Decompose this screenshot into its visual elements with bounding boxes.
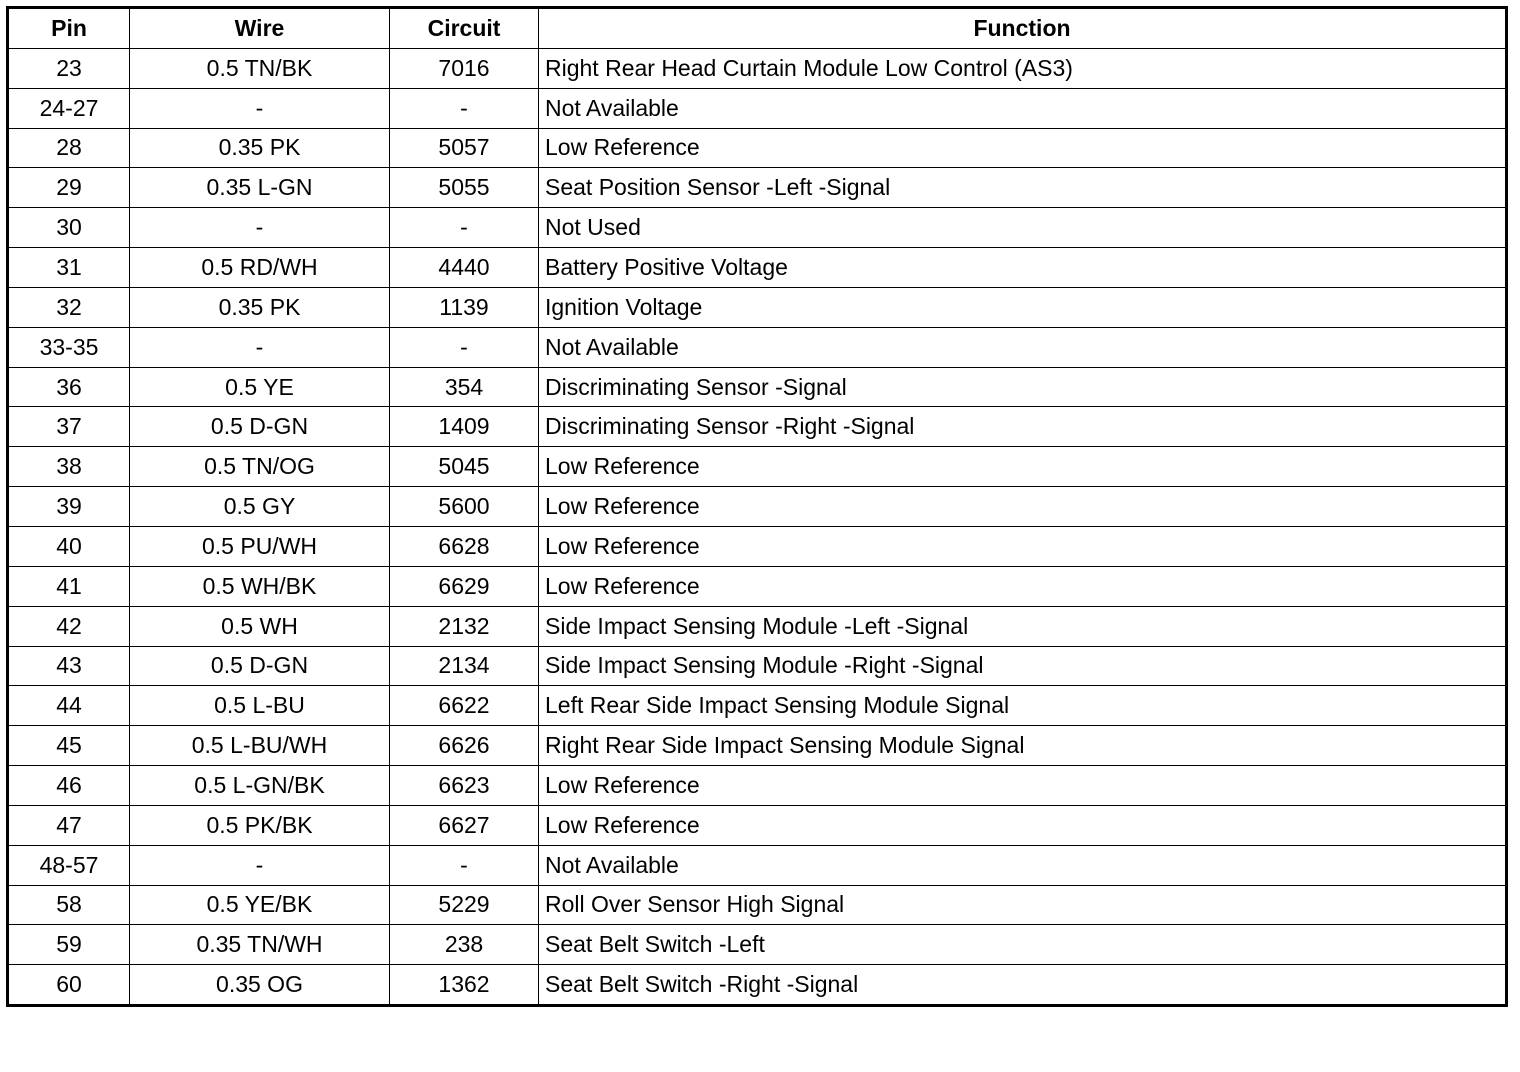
table-row [8,128,1507,168]
cell-pin: 43 [8,646,130,686]
cell-wire: 0.5 PU/WH [130,526,390,566]
cell-pin: 24-27 [8,88,130,128]
cell-circuit: - [390,327,539,367]
cell-function: Low Reference [539,566,1507,606]
cell-pin: 33-35 [8,327,130,367]
cell-pin: 44 [8,686,130,726]
cell-pin: 59 [8,925,130,965]
table-row [8,686,1507,726]
table-row [8,447,1507,487]
table-row [8,248,1507,288]
cell-wire: 0.5 YE [130,367,390,407]
cell-wire: 0.5 YE/BK [130,885,390,925]
table-body [8,48,1507,1005]
cell-wire: - [130,88,390,128]
cell-function: Low Reference [539,128,1507,168]
table-row [8,407,1507,447]
table-row [8,885,1507,925]
cell-pin: 30 [8,208,130,248]
cell-circuit: 6627 [390,805,539,845]
cell-pin: 36 [8,367,130,407]
cell-pin: 40 [8,526,130,566]
cell-function: Low Reference [539,487,1507,527]
cell-circuit: 354 [390,367,539,407]
cell-circuit: 5057 [390,128,539,168]
cell-wire: - [130,208,390,248]
cell-wire: 0.5 L-BU [130,686,390,726]
table-row [8,526,1507,566]
cell-circuit: 6629 [390,566,539,606]
cell-function: Right Rear Side Impact Sensing Module Signal [539,726,1507,766]
cell-wire: 0.5 TN/OG [130,447,390,487]
table-row [8,965,1507,1006]
cell-function: Battery Positive Voltage [539,248,1507,288]
cell-pin: 60 [8,965,130,1006]
cell-function: Discriminating Sensor -Right -Signal [539,407,1507,447]
cell-pin: 38 [8,447,130,487]
cell-pin: 29 [8,168,130,208]
cell-circuit: - [390,845,539,885]
header-wire: Wire [130,8,390,49]
table-row [8,168,1507,208]
cell-function: Seat Belt Switch -Left [539,925,1507,965]
cell-wire: 0.35 OG [130,965,390,1006]
table-row [8,606,1507,646]
cell-pin: 45 [8,726,130,766]
table-row [8,805,1507,845]
table-row [8,287,1507,327]
table-row [8,566,1507,606]
cell-circuit: 2134 [390,646,539,686]
cell-function: Right Rear Head Curtain Module Low Control (AS3) [539,48,1507,88]
cell-function: Ignition Voltage [539,287,1507,327]
table-row [8,726,1507,766]
cell-circuit: 5045 [390,447,539,487]
cell-wire: 0.5 TN/BK [130,48,390,88]
cell-circuit: 6628 [390,526,539,566]
cell-pin: 28 [8,128,130,168]
cell-function: Side Impact Sensing Module -Left -Signal [539,606,1507,646]
cell-pin: 58 [8,885,130,925]
cell-pin: 47 [8,805,130,845]
cell-function: Not Available [539,845,1507,885]
cell-pin: 37 [8,407,130,447]
cell-circuit: 2132 [390,606,539,646]
cell-circuit: - [390,208,539,248]
cell-wire: - [130,327,390,367]
cell-function: Roll Over Sensor High Signal [539,885,1507,925]
cell-circuit: 238 [390,925,539,965]
table-row [8,208,1507,248]
cell-circuit: 4440 [390,248,539,288]
cell-wire: 0.35 PK [130,128,390,168]
cell-circuit: 7016 [390,48,539,88]
cell-pin: 46 [8,766,130,806]
cell-wire: 0.35 TN/WH [130,925,390,965]
header-circuit: Circuit [390,8,539,49]
cell-wire: 0.5 WH/BK [130,566,390,606]
table-row [8,487,1507,527]
cell-pin: 42 [8,606,130,646]
cell-pin: 31 [8,248,130,288]
table-row [8,367,1507,407]
cell-function: Left Rear Side Impact Sensing Module Signal [539,686,1507,726]
cell-pin: 32 [8,287,130,327]
table-row [8,48,1507,88]
cell-pin: 23 [8,48,130,88]
table-header-row [8,8,1507,49]
cell-function: Not Used [539,208,1507,248]
cell-circuit: 1139 [390,287,539,327]
connector-pinout-table [6,6,1508,1007]
cell-function: Seat Position Sensor -Left -Signal [539,168,1507,208]
table-row [8,327,1507,367]
table-row [8,845,1507,885]
cell-circuit: 1362 [390,965,539,1006]
cell-wire: 0.5 L-BU/WH [130,726,390,766]
cell-circuit: 1409 [390,407,539,447]
cell-function: Low Reference [539,766,1507,806]
cell-wire: 0.5 RD/WH [130,248,390,288]
cell-wire: 0.5 PK/BK [130,805,390,845]
cell-wire: 0.5 GY [130,487,390,527]
cell-circuit: 5600 [390,487,539,527]
cell-circuit: 5229 [390,885,539,925]
table-row [8,766,1507,806]
cell-wire: 0.5 D-GN [130,646,390,686]
table-row [8,646,1507,686]
table-row [8,88,1507,128]
cell-function: Low Reference [539,805,1507,845]
cell-function: Low Reference [539,447,1507,487]
cell-circuit: 6622 [390,686,539,726]
cell-function: Seat Belt Switch -Right -Signal [539,965,1507,1006]
cell-function: Not Available [539,327,1507,367]
table-row [8,925,1507,965]
cell-circuit: 5055 [390,168,539,208]
cell-wire: 0.35 PK [130,287,390,327]
cell-wire: - [130,845,390,885]
cell-pin: 41 [8,566,130,606]
cell-wire: 0.5 WH [130,606,390,646]
cell-wire: 0.5 D-GN [130,407,390,447]
cell-function: Low Reference [539,526,1507,566]
cell-circuit: 6626 [390,726,539,766]
header-function: Function [539,8,1507,49]
cell-circuit: 6623 [390,766,539,806]
cell-pin: 48-57 [8,845,130,885]
cell-wire: 0.5 L-GN/BK [130,766,390,806]
cell-function: Discriminating Sensor -Signal [539,367,1507,407]
cell-circuit: - [390,88,539,128]
cell-function: Not Available [539,88,1507,128]
header-pin: Pin [8,8,130,49]
cell-pin: 39 [8,487,130,527]
cell-function: Side Impact Sensing Module -Right -Signal [539,646,1507,686]
cell-wire: 0.35 L-GN [130,168,390,208]
